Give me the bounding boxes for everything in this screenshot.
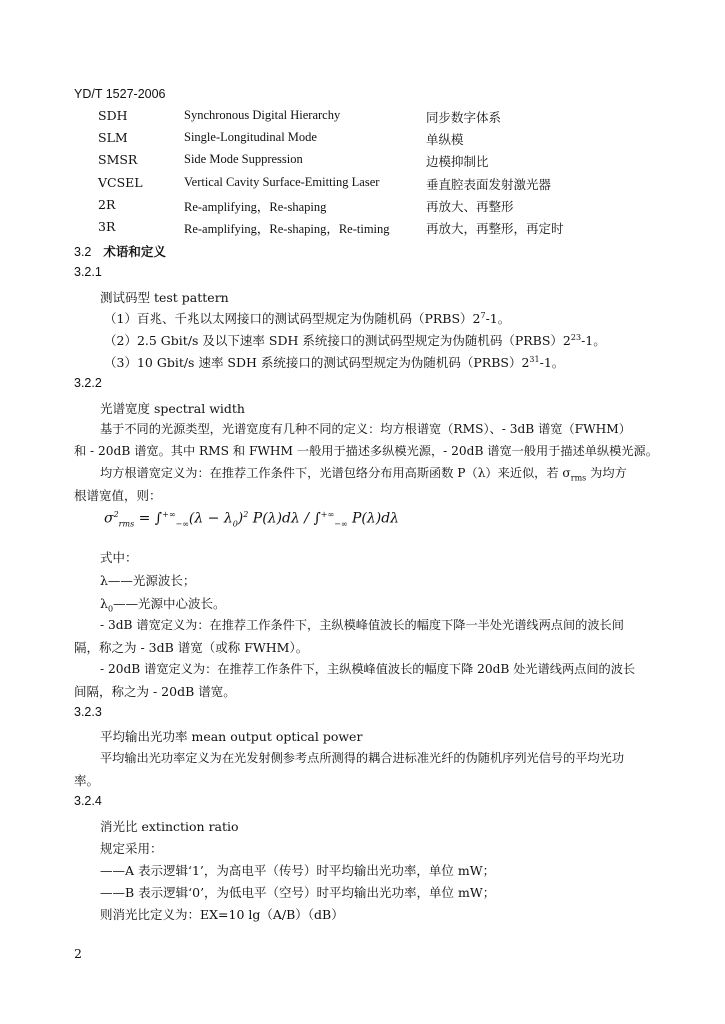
subscript: 0 xyxy=(232,519,238,529)
symbol: λ xyxy=(100,596,108,611)
clause-number: 3.2.3 xyxy=(74,705,102,719)
clause-number: 3.2.4 xyxy=(74,794,102,808)
paragraph: - 20dB 谱宽定义为：在推荐工作条件下，主纵模峰值波长的幅度下降 20dB 处光谱线两点间的波长 xyxy=(100,662,636,676)
paragraph: 规定采用： xyxy=(100,841,163,856)
abbr-english: Single-Longitudinal Mode xyxy=(184,130,317,144)
paragraph: 隔，称之为 - 3dB 谱宽（或称 FWHM）。 xyxy=(74,640,309,655)
text: （1）百兆、千兆以太网接口的测试码型规定为伪随机码（PRBS）2 xyxy=(104,311,481,326)
list-item xyxy=(98,197,618,215)
abbr-chinese: 边模抑制比 xyxy=(426,154,489,169)
abbr: SMSR xyxy=(98,152,138,167)
list-item xyxy=(98,108,618,126)
text: （3）10 Gbit/s 速率 SDH 系统接口的测试码型规定为伪随机码（PRBS）2 xyxy=(104,355,530,370)
text: 为均方 xyxy=(586,466,627,480)
superscript: +∞ xyxy=(320,510,335,519)
section-number: 3.2 xyxy=(74,245,92,259)
clause-number: 3.2.1 xyxy=(74,265,102,279)
abbr-english: Synchronous Digital Hierarchy xyxy=(184,108,341,122)
abbr-english: Re-amplifying，Re-shaping，Re-timing xyxy=(184,222,390,236)
definition: λ——光源波长； xyxy=(100,573,196,588)
page-number: 2 xyxy=(74,946,82,961)
superscript: 2 xyxy=(243,510,249,519)
text: 均方根谱宽定义为：在推荐工作条件下，光谱包络分布用高斯函数 P（λ）来近似，若 σ xyxy=(100,466,571,480)
paragraph: 根谱宽值，则： xyxy=(74,488,162,503)
formula xyxy=(104,510,399,528)
paragraph xyxy=(100,464,627,482)
term-heading: 测试码型 test pattern xyxy=(100,290,229,305)
paragraph: 和 - 20dB 谱宽。其中 RMS 和 FWHM 一般用于描述多纵模光源，- 20dB 谱宽一般用于描述单纵模光源。 xyxy=(74,444,658,458)
text: -1。 xyxy=(581,333,606,348)
abbr: SDH xyxy=(98,108,128,123)
abbr: VCSEL xyxy=(98,175,143,190)
paragraph xyxy=(104,353,564,371)
abbr-chinese: 再放大、再整形 xyxy=(426,199,514,214)
text: (λ − λ xyxy=(188,510,233,527)
text: （2）2.5 Gbit/s 及以下速率 SDH 系统接口的测试码型规定为伪随机码（PRBS）2 xyxy=(104,333,571,348)
paragraph xyxy=(104,331,606,349)
paragraph: 则消光比定义为：EX=10 lg（A/B）（dB） xyxy=(100,907,344,922)
paragraph: 率。 xyxy=(74,773,100,788)
text: -1。 xyxy=(485,311,511,326)
clause-number: 3.2.2 xyxy=(74,376,102,390)
standard-id: YD/T 1527-2006 xyxy=(74,87,166,101)
paragraph xyxy=(104,309,510,327)
definition xyxy=(100,594,226,614)
text: P(λ)dλ / ∫ xyxy=(248,510,321,527)
superscript: 31 xyxy=(529,354,540,364)
subscript: 0 xyxy=(107,604,114,614)
subscript: rms xyxy=(118,519,135,529)
text: P(λ)dλ xyxy=(347,510,400,527)
abbr: 2R xyxy=(98,197,116,212)
subscript: −∞ xyxy=(175,519,189,529)
text: -1。 xyxy=(539,355,565,370)
abbr-chinese: 垂直腔表面发射激光器 xyxy=(426,177,552,192)
abbr: 3R xyxy=(98,219,116,234)
list-item xyxy=(98,219,618,237)
abbr-chinese: 同步数字体系 xyxy=(426,110,502,125)
where-label: 式中： xyxy=(100,550,138,565)
list-item xyxy=(98,152,618,170)
section-title: 术语和定义 xyxy=(103,244,166,259)
text: ) xyxy=(237,510,244,527)
symbol: σ xyxy=(104,510,114,527)
section-heading xyxy=(74,242,166,260)
abbr-english: Side Mode Suppression xyxy=(184,152,303,166)
superscript: 7 xyxy=(480,310,486,320)
paragraph: 基于不同的光源类型，光谱宽度有几种不同的定义：均方根谱宽（RMS）、- 3dB 谱宽（FWHM） xyxy=(100,422,631,436)
paragraph: - 3dB 谱宽定义为：在推荐工作条件下，主纵模峰值波长的幅度下降一半处光谱线两点间的波长间 xyxy=(100,618,624,632)
text: ——光源中心波长。 xyxy=(113,596,226,611)
subscript: rms xyxy=(570,473,587,483)
subscript: −∞ xyxy=(334,519,348,529)
paragraph: 平均输出光功率定义为在光发射侧参考点所测得的耦合进标准光纤的伪随机序列光信号的平均光功 xyxy=(100,751,625,765)
list-item xyxy=(98,175,618,193)
abbr-english: Re-amplifying，Re-shaping xyxy=(184,200,327,214)
abbr: SLM xyxy=(98,130,128,145)
text: = ∫ xyxy=(134,510,163,527)
paragraph: ——B 表示逻辑‘0’，为低电平（空号）时平均输出光功率，单位 mW； xyxy=(100,885,496,900)
superscript: +∞ xyxy=(162,510,176,519)
abbr-chinese: 再放大，再整形，再定时 xyxy=(426,221,564,236)
paragraph: 间隔，称之为 - 20dB 谱宽。 xyxy=(74,684,236,699)
abbr-chinese: 单纵模 xyxy=(426,132,464,147)
list-item xyxy=(98,130,618,148)
superscript: 23 xyxy=(570,332,582,342)
term-heading: 平均输出光功率 mean output optical power xyxy=(100,729,363,744)
abbr-english: Vertical Cavity Surface-Emitting Laser xyxy=(184,175,380,189)
term-heading: 消光比 extinction ratio xyxy=(100,819,239,834)
paragraph: ——A 表示逻辑‘1’，为高电平（传号）时平均输出光功率，单位 mW； xyxy=(100,863,496,878)
term-heading: 光谱宽度 spectral width xyxy=(100,401,245,416)
superscript: 2 xyxy=(113,510,119,519)
